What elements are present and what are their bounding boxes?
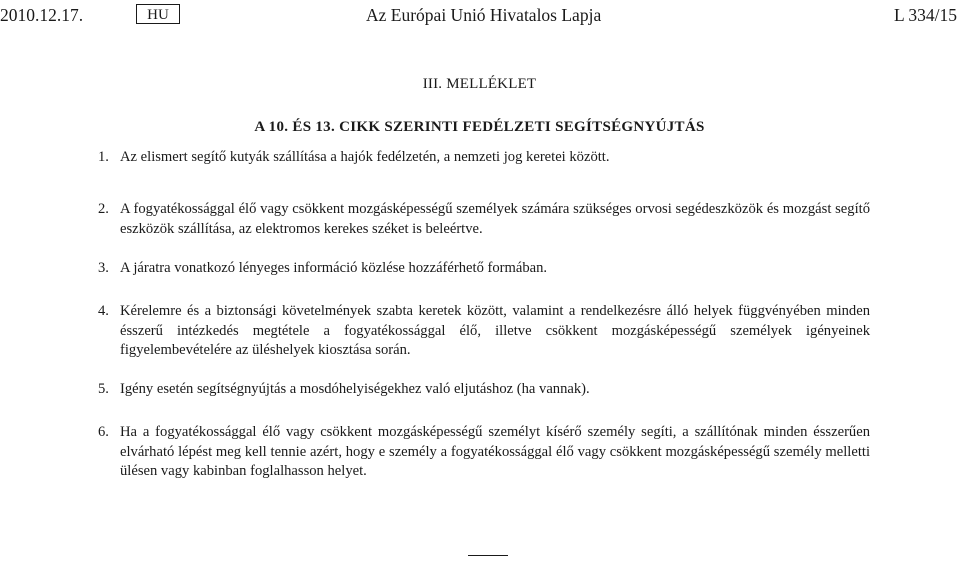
item-text: A járatra vonatkozó lényeges információ közlése hozzáférhető formában.	[120, 260, 548, 276]
list-item	[98, 200, 870, 239]
item-text: Igény esetén segítségnyújtás a mosdóhelyiségekhez való eljutáshoz (ha vannak).	[120, 381, 590, 397]
item-number: 6.	[98, 424, 109, 440]
item-number: 2.	[98, 201, 109, 217]
language-code-box: HU	[136, 4, 180, 24]
list-item	[98, 148, 870, 168]
annex-title: A 10. ÉS 13. CIKK SZERINTI FEDÉLZETI SEGÍTSÉGNYÚJTÁS	[254, 119, 705, 135]
list-item	[98, 423, 870, 482]
item-text: Az elismert segítő kutyák szállítása a hajók fedélzetén, a nemzeti jog keretei között.	[120, 149, 610, 165]
journal-title: Az Európai Unió Hivatalos Lapja	[366, 5, 602, 25]
list-item	[98, 302, 870, 361]
publication-date: 2010.12.17.	[0, 5, 84, 25]
footer-divider	[468, 555, 508, 556]
list-item	[98, 259, 870, 279]
annex-label: III. MELLÉKLET	[422, 76, 537, 92]
item-text: Ha a fogyatékossággal élő vagy csökkent mozgásképességű személyt kísérő személy segíti, a szállítónak minden ésszerűen elvárható lépést meg kell tennie azért, hogy e személy a fogyatékossággal élő vagy csökkent mozgásképességű személy melletti ülésen vagy kabinban foglalhasson helyet.	[120, 424, 870, 479]
item-text: A fogyatékossággal élő vagy csökkent mozgásképességű személyek számára szükséges orvosi segédeszközök és mozgást segítő eszközök szállítása, az elektromos kerekes széket is beleértve.	[120, 201, 870, 237]
item-number: 4.	[98, 303, 109, 319]
item-text: Kérelemre és a biztonsági követelmények szabta keretek között, valamint a rendelkezésre álló helyek függvényében minden ésszerű intézkedés megtétele a fogyatékossággal élő, illetve csökkent mozgásképességű személyek igényeinek figyelembevételére az üléshelyek kiosztása során.	[120, 303, 870, 358]
item-number: 1.	[98, 149, 109, 165]
page-header	[0, 3, 959, 27]
page-reference: L 334/15	[893, 5, 957, 25]
item-number: 5.	[98, 381, 109, 397]
item-number: 3.	[98, 260, 109, 276]
list-item	[98, 380, 870, 400]
